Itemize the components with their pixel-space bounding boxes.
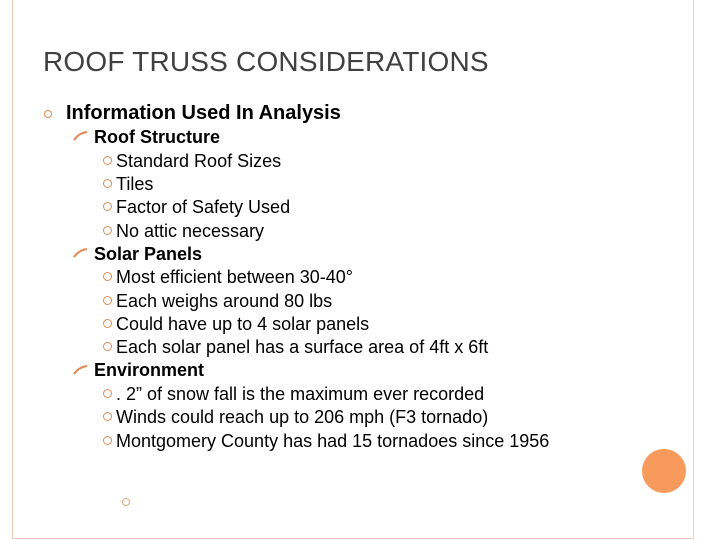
- item-up-to-4-panels: Could have up to 4 solar panels: [116, 314, 370, 334]
- swoosh-bullet-icon: [73, 365, 88, 375]
- swoosh-bullet-icon: [73, 248, 88, 258]
- item-bullet-icon: [103, 272, 112, 281]
- item-bullet-icon: [103, 412, 112, 421]
- item-bullet-icon: [103, 156, 112, 165]
- level1-bullet-icon: [44, 110, 52, 118]
- section-label-environment: Environment: [94, 360, 205, 380]
- item-most-efficient: Most efficient between 30-40°: [116, 267, 354, 287]
- item-bullet-icon: [103, 342, 112, 351]
- item-bullet-icon: [103, 179, 112, 188]
- item-no-attic: No attic necessary: [116, 221, 265, 241]
- item-tiles: Tiles: [116, 174, 154, 194]
- item-tornadoes: Montgomery County has had 15 tornadoes since 1956: [116, 431, 550, 451]
- slide-title: ROOF TRUSS CONSIDERATIONS: [43, 46, 489, 77]
- item-bullet-icon: [103, 319, 112, 328]
- empty-bullet-icon: [122, 498, 130, 506]
- item-standard-roof-sizes: Standard Roof Sizes: [116, 151, 282, 171]
- item-each-weighs: Each weighs around 80 lbs: [116, 291, 333, 311]
- analysis-heading: Information Used In Analysis: [66, 102, 341, 124]
- item-bullet-icon: [103, 389, 112, 398]
- item-factor-of-safety: Factor of Safety Used: [116, 197, 291, 217]
- item-bullet-icon: [103, 226, 112, 235]
- decorative-circle: [642, 449, 686, 493]
- item-bullet-icon: [103, 202, 112, 211]
- item-bullet-icon: [103, 296, 112, 305]
- section-label-solar-panels: Solar Panels: [94, 244, 203, 264]
- item-bullet-icon: [103, 436, 112, 445]
- item-winds: Winds could reach up to 206 mph (F3 tornado): [116, 407, 489, 427]
- section-label-roof-structure: Roof Structure: [94, 127, 220, 147]
- swoosh-bullet-icon: [73, 131, 88, 141]
- item-snow-fall: . 2” of snow fall is the maximum ever recorded: [116, 384, 485, 404]
- item-surface-area: Each solar panel has a surface area of 4ft x 6ft: [116, 337, 489, 357]
